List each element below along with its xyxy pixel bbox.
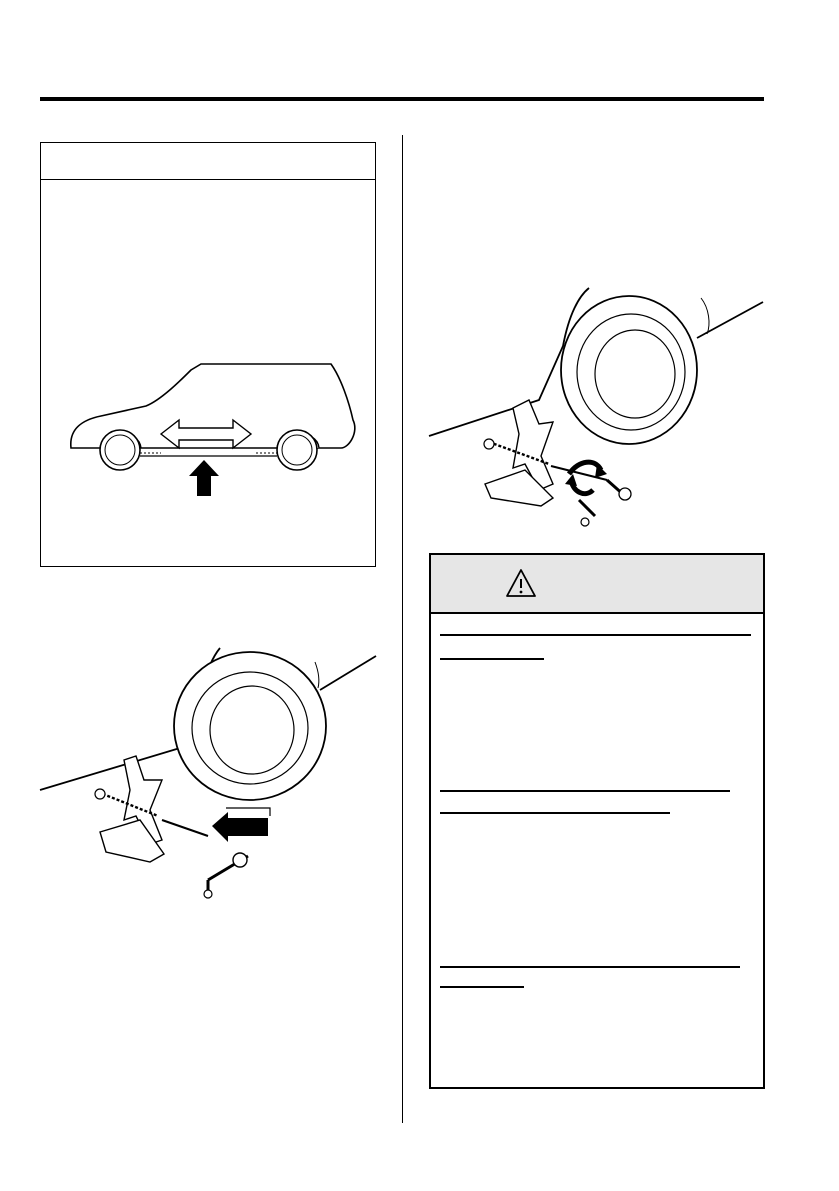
- warning-heading-1-underline: [440, 634, 751, 636]
- warning-heading-3-underline: [440, 966, 740, 968]
- warning-header: [431, 555, 763, 614]
- warning-heading-2-underline: [440, 790, 730, 792]
- warning-heading-2-underline-end: [440, 812, 670, 814]
- warning-triangle-icon: [505, 568, 537, 598]
- jack-under-wheel-icon: [40, 640, 380, 910]
- car-jacking-point-icon: [41, 180, 375, 568]
- header-rule: [40, 97, 764, 101]
- jacking-point-box-header: [41, 143, 375, 180]
- jacking-point-box: [40, 142, 376, 567]
- warning-heading-3-underline-end: [440, 986, 524, 988]
- warning-box: [429, 553, 765, 1089]
- column-divider: [402, 135, 403, 1123]
- warning-heading-1-underline-end: [440, 658, 544, 660]
- jack-crank-rotate-icon: [429, 284, 769, 534]
